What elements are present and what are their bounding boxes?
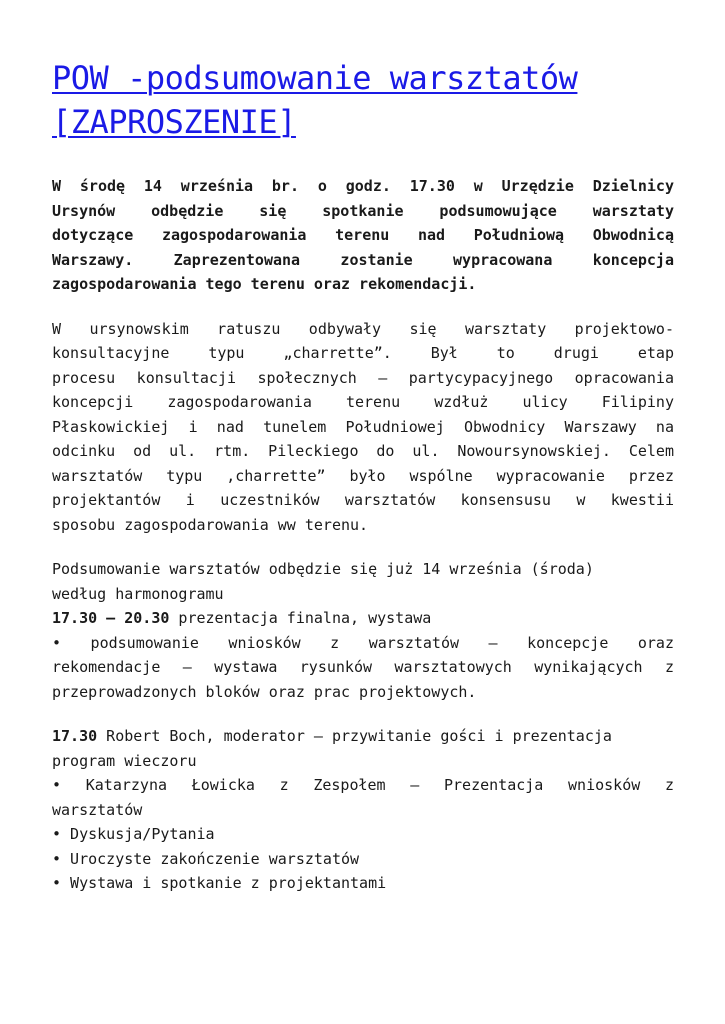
program-bullet: warsztatów — [52, 800, 143, 819]
program-bullet: • Uroczyste zakończenie warsztatów — [52, 849, 360, 868]
title-line-2: [ZAPROSZENIE] — [52, 103, 296, 141]
intro-line: sposobu zagospodarowania ww terenu. — [52, 515, 369, 534]
article-title — [52, 56, 674, 144]
program-bullet: • Dyskusja/Pytania — [52, 825, 215, 843]
lead-line: Ursynów odbędzie się spotkanie podsumowujące warsztaty — [52, 201, 674, 220]
program-paragraph — [52, 724, 674, 896]
schedule-intro-line: Podsumowanie warsztatów odbędzie się już 14 września (środa) — [52, 560, 594, 578]
schedule-block-1 — [52, 606, 674, 631]
lead-line: Warszawy. Zaprezentowana zostanie wypracowana koncepcja — [52, 250, 674, 269]
program-bullet: • Wystawa i spotkanie z projektantami — [52, 874, 387, 892]
block1-bullet-line: przeprowadzonych bloków oraz prac projektowych. — [52, 682, 477, 701]
schedule-paragraph — [52, 557, 674, 704]
intro-line: Płaskowickiej i nad tunelem Południowej Obwodnicy Warszawy na — [52, 417, 674, 436]
intro-paragraph — [52, 317, 674, 538]
article — [52, 56, 674, 896]
program-bullet: • Katarzyna Łowicka z Zespołem – Prezentacja wniosków z — [52, 776, 674, 794]
lead-line: zagospodarowania tego terenu oraz rekomendacji. — [52, 275, 477, 293]
intro-line: koncepcji zagospodarowania terenu wzdłuż ulicy Filipiny — [52, 393, 674, 411]
schedule-intro-line: według harmonogramu — [52, 584, 224, 603]
block1-text: prezentacja finalna, wystawa — [169, 609, 432, 627]
block2-time: 17.30 — [52, 727, 98, 745]
article-title-link[interactable] — [52, 59, 577, 141]
intro-line: projektantów i uczestników warsztatów konsensusu w kwestii — [52, 491, 674, 509]
block1-time: 17.30 – 20.30 — [52, 609, 170, 627]
title-line-1: POW -podsumowanie warsztatów — [52, 59, 578, 97]
block1-bullet-line: • podsumowanie wniosków z warsztatów – koncepcje oraz — [52, 633, 674, 652]
lead-line: W środę 14 września br. o godz. 17.30 w Urzędzie Dzielnicy — [52, 177, 674, 195]
intro-line: warsztatów typu ‚charrette” było wspólne wypracowanie przez — [52, 466, 674, 485]
lead-line: dotyczące zagospodarowania terenu nad Południową Obwodnicą — [52, 226, 674, 244]
block2-text: Robert Boch, moderator – przywitanie gości i prezentacja — [97, 727, 612, 745]
intro-line: procesu konsultacji społecznych – partycypacyjnego opracowania — [52, 368, 674, 387]
intro-line: W ursynowskim ratuszu odbywały się warsztaty projektowo- — [52, 319, 674, 338]
schedule-block-2 — [52, 724, 674, 749]
lead-paragraph — [52, 174, 674, 297]
intro-line: konsultacyjne typu „charrette”. Był to drugi etap — [52, 344, 674, 362]
intro-line: odcinku od ul. rtm. Pileckiego do ul. Nowoursynowskiej. Celem — [52, 442, 674, 460]
block2-text-line: program wieczoru — [52, 751, 197, 770]
block1-bullet-line: rekomendacje – wystawa rysunków warsztatowych wynikających z — [52, 658, 674, 676]
